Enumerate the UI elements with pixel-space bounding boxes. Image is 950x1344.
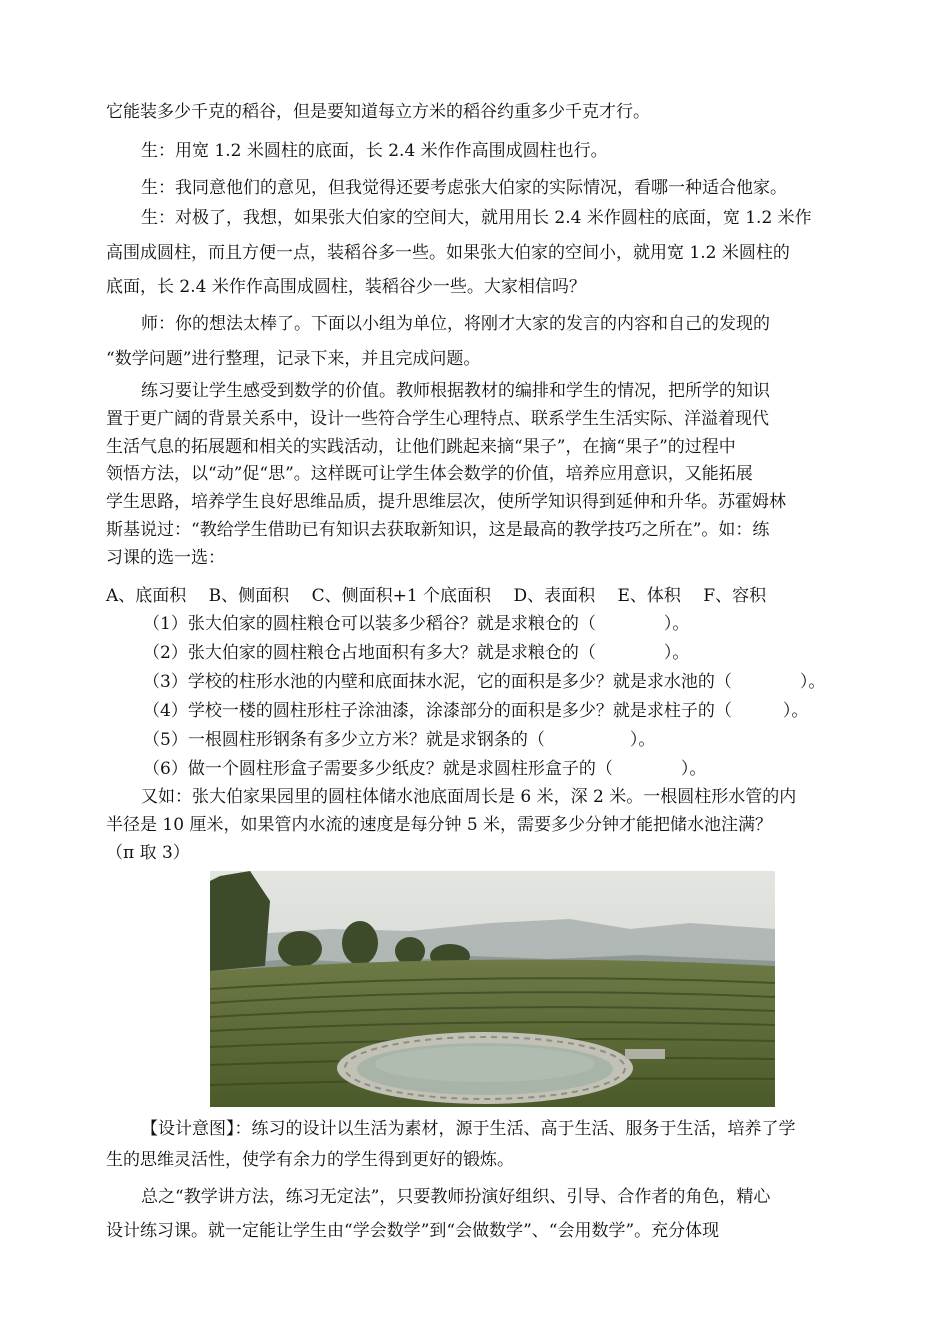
paragraph-line: 师：你的想法太棒了。下面以小组为单位，将刚才大家的发言的内容和自己的发现的 bbox=[141, 314, 770, 334]
question-6: （6）做一个圆柱形盒子需要多少纸皮？就是求圆柱形盒子的（ ）。 bbox=[143, 759, 707, 779]
paragraph-line: 总之“教学讲方法，练习无定法”，只要教师扮演好组织、引导、合作者的角色，精心 bbox=[141, 1187, 771, 1207]
paragraph-line: 生：对极了，我想，如果张大伯家的空间大，就用用长 2.4 米作圆柱的底面，宽 1.2 米作 bbox=[141, 208, 812, 228]
question-2: （2）张大伯家的圆柱粮仓占地面积有多大？就是求粮仓的（ ）。 bbox=[143, 643, 690, 663]
paragraph-line: 习课的选一选： bbox=[106, 548, 225, 568]
paragraph-line: 领悟方法，以“动”促“思”。这样既可让学生体会数学的价值，培养应用意识，又能拓展 bbox=[106, 464, 753, 484]
paragraph-line: 底面，长 2.4 米作作高围成圆柱，装稻谷少一些。大家相信吗？ bbox=[106, 277, 586, 297]
paragraph-line: 设计练习课。就一定能让学生由“学会数学”到“会做数学”、“会用数学”。充分体现 bbox=[106, 1221, 720, 1241]
paragraph-line: 练习要让学生感受到数学的价值。教师根据教材的编排和学生的情况，把所学的知识 bbox=[141, 381, 770, 401]
paragraph-line: 生的思维灵活性，使学有余力的学生得到更好的锻炼。 bbox=[106, 1150, 514, 1170]
choice-list: A、底面积 B、侧面积 C、侧面积+1 个底面积 D、表面积 E、体积 F、容积 bbox=[106, 586, 767, 606]
question-1: （1）张大伯家的圆柱粮仓可以装多少稻谷？就是求粮仓的（ ）。 bbox=[143, 614, 690, 634]
question-5: （5）一根圆柱形钢条有多少立方米？就是求钢条的（ ）。 bbox=[143, 730, 656, 750]
paragraph-line: 置于更广阔的背景关系中，设计一些符合学生心理特点、联系学生生活实际、洋溢着现代 bbox=[106, 409, 769, 429]
paragraph-line: “数学问题”进行整理，记录下来，并且完成问题。 bbox=[106, 349, 481, 369]
design-intent-line: 【设计意图】：练习的设计以生活为素材，源于生活、高于生活、服务于生活，培养了学 bbox=[141, 1119, 796, 1139]
paragraph-line: 生活气息的拓展题和相关的实践活动，让他们跳起来摘“果子”，在摘“果子”的过程中 bbox=[106, 437, 736, 457]
paragraph-line: 学生思路，培养学生良好思维品质，提升思维层次，使所学知识得到延伸和升华。苏霍姆林 bbox=[106, 492, 786, 512]
paragraph-line: 又如：张大伯家果园里的圆柱体储水池底面周长是 6 米，深 2 米。一根圆柱形水管的内 bbox=[141, 787, 797, 807]
question-4: （4）学校一楼的圆柱形柱子涂油漆，涂漆部分的面积是多少？就是求柱子的（ ）。 bbox=[143, 701, 809, 721]
paragraph-line: 高围成圆柱，而且方便一点，装稻谷多一些。如果张大伯家的空间小，就用宽 1.2 米圆柱的 bbox=[106, 243, 790, 263]
question-3: （3）学校的柱形水池的内壁和底面抹水泥，它的面积是多少？就是求水池的（ ）。 bbox=[143, 672, 826, 692]
paragraph-line: 斯基说过：“教给学生借助已有知识去获取新知识，这是最高的教学技巧之所在”。如：练 bbox=[106, 520, 770, 540]
water-reservoir-photo bbox=[210, 871, 775, 1107]
paragraph-line: 生：用宽 1.2 米圆柱的底面，长 2.4 米作作高围成圆柱也行。 bbox=[141, 141, 608, 161]
paragraph-line: 它能装多少千克的稻谷，但是要知道每立方米的稻谷约重多少千克才行。 bbox=[106, 102, 650, 122]
paragraph-line: （π 取 3） bbox=[106, 843, 190, 863]
paragraph-line: 生：我同意他们的意见，但我觉得还要考虑张大伯家的实际情况，看哪一种适合他家。 bbox=[141, 178, 787, 198]
paragraph-line: 半径是 10 厘米，如果管内水流的速度是每分钟 5 米，需要多少分钟才能把储水池注满？ bbox=[106, 815, 773, 835]
